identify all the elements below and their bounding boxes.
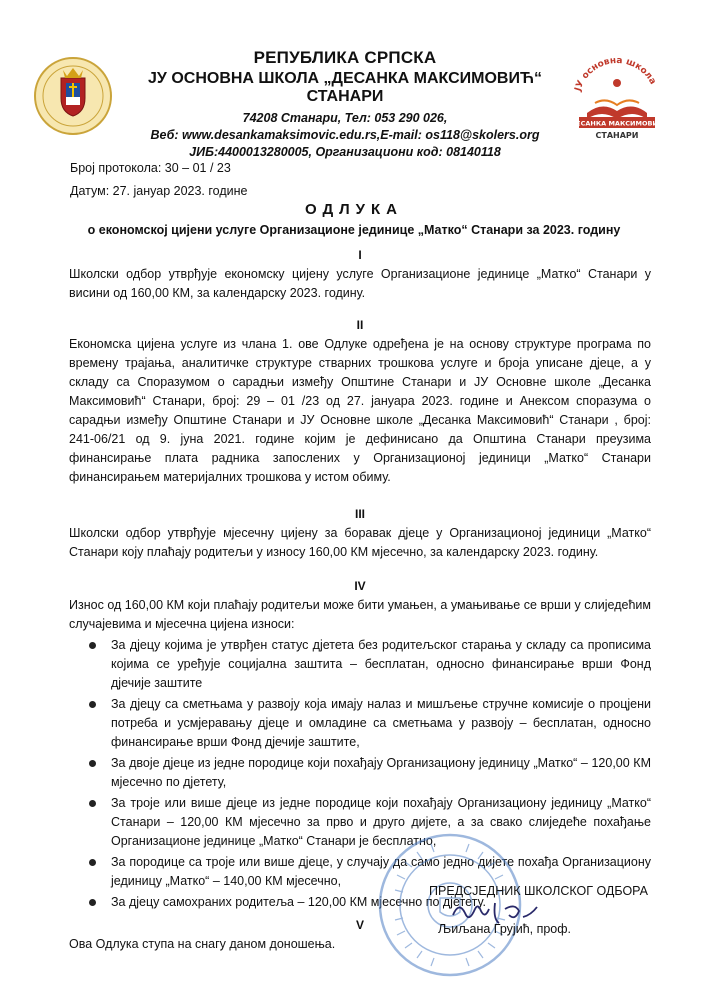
svg-text:ДЕСАНКА МАКСИМОВИЋ: ДЕСАНКА МАКСИМОВИЋ bbox=[570, 119, 664, 128]
section-4-intro: Износ од 160,00 КМ који плаћају родитељи може бити умањен, а умањивање се врши у слиједећим случајевима и мјесечна цијена износи: bbox=[69, 598, 651, 631]
document-date: Датум: 27. јануар 2023. године bbox=[70, 184, 248, 198]
document-title: ОДЛУКА bbox=[305, 201, 403, 218]
school-ids: ЈИБ:4400013280005, Организациони код: 08140118 bbox=[189, 145, 501, 159]
school-logo-icon bbox=[565, 55, 668, 145]
coat-of-arms-icon bbox=[33, 56, 113, 136]
signature-block bbox=[429, 884, 649, 936]
letterhead bbox=[0, 48, 708, 159]
section-3-number: III bbox=[354, 507, 365, 521]
republic-name: РЕПУБЛИКА СРПСКА bbox=[253, 48, 437, 67]
list-item: За дјецу самохраних родитеља – 120,00 КМ мјесечно по дјетету. bbox=[69, 893, 651, 912]
section-2-number: II bbox=[356, 318, 364, 332]
section-1-text: Школски одбор утврђује економску цијену услуге Организационе јединице „Матко“ Станари у висини од 160,00 КМ, за календарску 2023. годину. bbox=[69, 267, 651, 300]
school-address: 74208 Станари, Тел: 053 290 026, bbox=[242, 111, 448, 125]
bullet-icon bbox=[89, 800, 96, 807]
list-item: За породице са троје или више дјеце, у случају да само једно дијете похађа Организациону јединицу „Матко“ – 140,00 КМ мјесечно, bbox=[69, 853, 651, 891]
section-4-number: IV bbox=[354, 579, 366, 593]
signatory-name: Љиљана Грујић, проф. bbox=[438, 922, 572, 936]
section-3-text: Школски одбор утврђује мјесечну цијену за боравак дјеце у Организационој јединици „Матко“ Станари коју плаћају родитељи у износу 160,00 КМ мјесечно, за календарску 2023. годину. bbox=[69, 526, 651, 559]
bullet-icon bbox=[89, 642, 96, 649]
list-item: За дјецу са сметњама у развоју која имају налаз и мишљење стручне комисије о процјени потреба и усмјеравању дјеце и омладине са сметњама у развоју – бесплатан, односно финансирање врши Фонд дјечије заштите, bbox=[69, 695, 651, 752]
bullet-icon bbox=[89, 701, 96, 708]
document-meta bbox=[70, 157, 247, 203]
document-body bbox=[69, 248, 651, 954]
svg-text:ЈУ основна школа: ЈУ основна школа bbox=[573, 55, 658, 93]
list-item: За дјецу којима је утврђен статус дјетета без родитељског старања у складу са прописима којима се уређује социјална заштита – бесплатан, односно финансирање врши Фонд дјечије заштите bbox=[69, 636, 651, 693]
protocol-number: Број протокола: 30 – 01 / 23 bbox=[70, 161, 231, 175]
list-item: За двоје дјеце из једне породице који похађају Организациону јединицу „Матко“ – 120,00 КМ мјесечно по дјетету, bbox=[69, 754, 651, 792]
section-5-number: V bbox=[355, 918, 364, 932]
section-2-text: Економска цијена услуге из члана 1. ове Одлуке одређена је на основу структуре програма по времену трајања, аналитичке структуре стварних трошкова услуге и броја уписане дјеце, а у складу са Споразумом о сарадњи између Општине Станари и ЈУ Основне школе „Десанка Максимовић“ Станари, број: 29 – 01 /23 од 27. јануара 2023. године и Анексом споразума о сарадњи између Општине Станари и ЈУ Основне школе „Десанка Максимовић“ Станари , број: 241-06/21 од 9. јуна 2021. године којим је дефинисано да Општина Станари преузима финансирање плата радника запослених у Организационој јединици „Матко“ Станари финансирањем материјалних трошкова у истом обиму. bbox=[69, 337, 651, 484]
school-web-email: Веб: www.desankamaksimovic.edu.rs,E-mail: os118@skolers.org bbox=[150, 128, 540, 142]
svg-text:СТАНАРИ: СТАНАРИ bbox=[595, 131, 639, 140]
document-subtitle: о економској цијени услуге Организационе јединице „Матко“ Станари за 2023. годину bbox=[87, 223, 621, 237]
school-name: ЈУ ОСНОВНА ШКОЛА „ДЕСАНКА МАКСИМОВИЋ“ СТАНАРИ bbox=[148, 70, 542, 105]
list-item: За троје или више дјеце из једне породице који похађају Организациону јединицу „Матко“ Станари – 120,00 КМ мјесечно за прво и друго дијете, а за свако слиједеће похађање Организационе јединице „Матко“ Станари је бесплатно, bbox=[69, 794, 651, 851]
reduction-list bbox=[69, 636, 651, 912]
bullet-icon bbox=[89, 760, 96, 767]
signatory-role: ПРЕДСЈЕДНИК ШКОЛСКОГ ОДБОРА bbox=[429, 884, 649, 898]
section-1-number: I bbox=[358, 248, 362, 262]
bullet-icon bbox=[89, 899, 96, 906]
section-5-text: Ова Одлука ступа на снагу даном доношења. bbox=[69, 937, 336, 951]
bullet-icon bbox=[89, 859, 96, 866]
letterhead-text bbox=[120, 48, 570, 159]
